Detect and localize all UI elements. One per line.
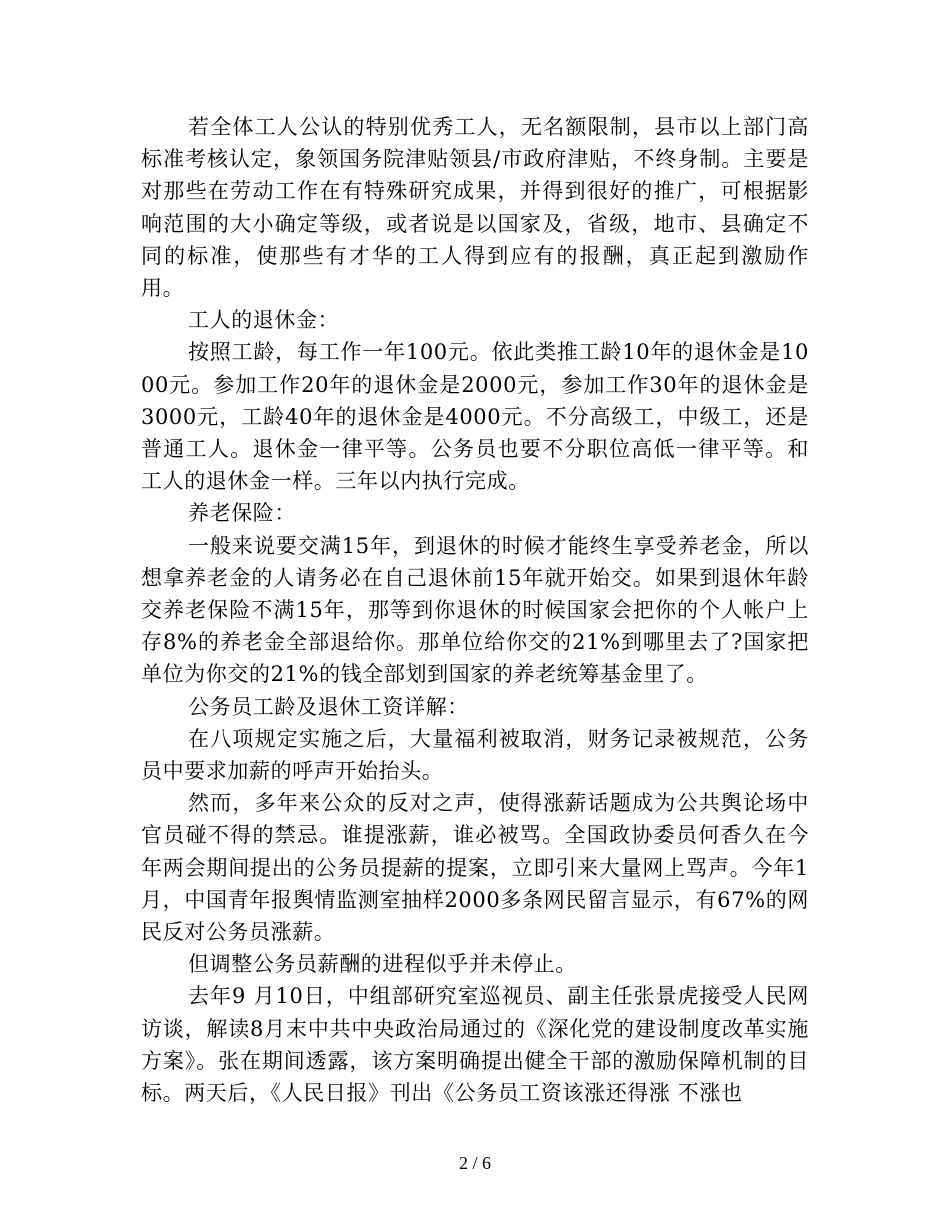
paragraph: 去年9 月10日，中组部研究室巡视员、副主任张景虎接受人民网访谈，解读8月末中共中央政治局通过的《深化党的建设制度改革实施方案》。张在期间透露，该方案明确提出健全干部的激励保障机制的目标。两天后，《人民日报》刊出《公务员工资该涨还得涨 不涨也 <box>141 984 809 1106</box>
document-body <box>141 111 809 1109</box>
paragraph: 然而，多年来公众的反对之声，使得涨薪话题成为公共舆论场中官员碰不得的禁忌。谁提涨薪，谁必被骂。全国政协委员何香久在今年两会期间提出的公务员提薪的提案，立即引来大量网上骂声。今年1月，中国青年报舆情监测室抽样2000多条网民留言显示，有67%的网民反对公务员涨薪。 <box>141 791 809 945</box>
paragraph: 按照工龄，每工作一年100元。依此类推工龄10年的退休金是1000元。参加工作20年的退休金是2000元，参加工作30年的退休金是3000元，工龄40年的退休金是4000元。不分高级工，中级工，还是普通工人。退休金一律平等。公务员也要不分职位高低一律平等。和工人的退休金一样。三年以内执行完成。 <box>141 340 809 494</box>
page-number: 2 / 6 <box>458 1153 491 1173</box>
paragraph: 若全体工人公认的特别优秀工人，无名额限制，县市以上部门高标准考核认定，象领国务院津贴领县/市政府津贴，不终身制。主要是对那些在劳动工作在有特殊研究成果，并得到很好的推广，可根据影响范围的大小确定等级，或者说是以国家及，省级，地市、县确定不同的标准，使那些有才华的工人得到应有的报酬，真正起到激励作用。 <box>141 115 809 301</box>
paragraph: 但调整公务员薪酬的进程似乎并未停止。 <box>188 952 577 977</box>
section-heading: 公务员工龄及退休工资详解： <box>188 694 469 719</box>
paragraph: 一般来说要交满15年，到退休的时候才能终生享受养老金，所以想拿养老金的人请务必在自己退休前15年就开始交。如果到退休年龄交养老保险不满15年，那等到你退休的时候国家会把你的个人帐户上存8%的养老金全部退给你。那单位给你交的21%到哪里去了?国家把单位为你交的21%的钱全部划到国家的养老统筹基金里了。 <box>141 533 809 687</box>
paragraph: 在八项规定实施之后，大量福利被取消，财务记录被规范，公务员中要求加薪的呼声开始抬头。 <box>141 726 809 784</box>
section-heading: 工人的退休金： <box>188 308 340 333</box>
section-heading: 养老保险： <box>188 501 296 526</box>
